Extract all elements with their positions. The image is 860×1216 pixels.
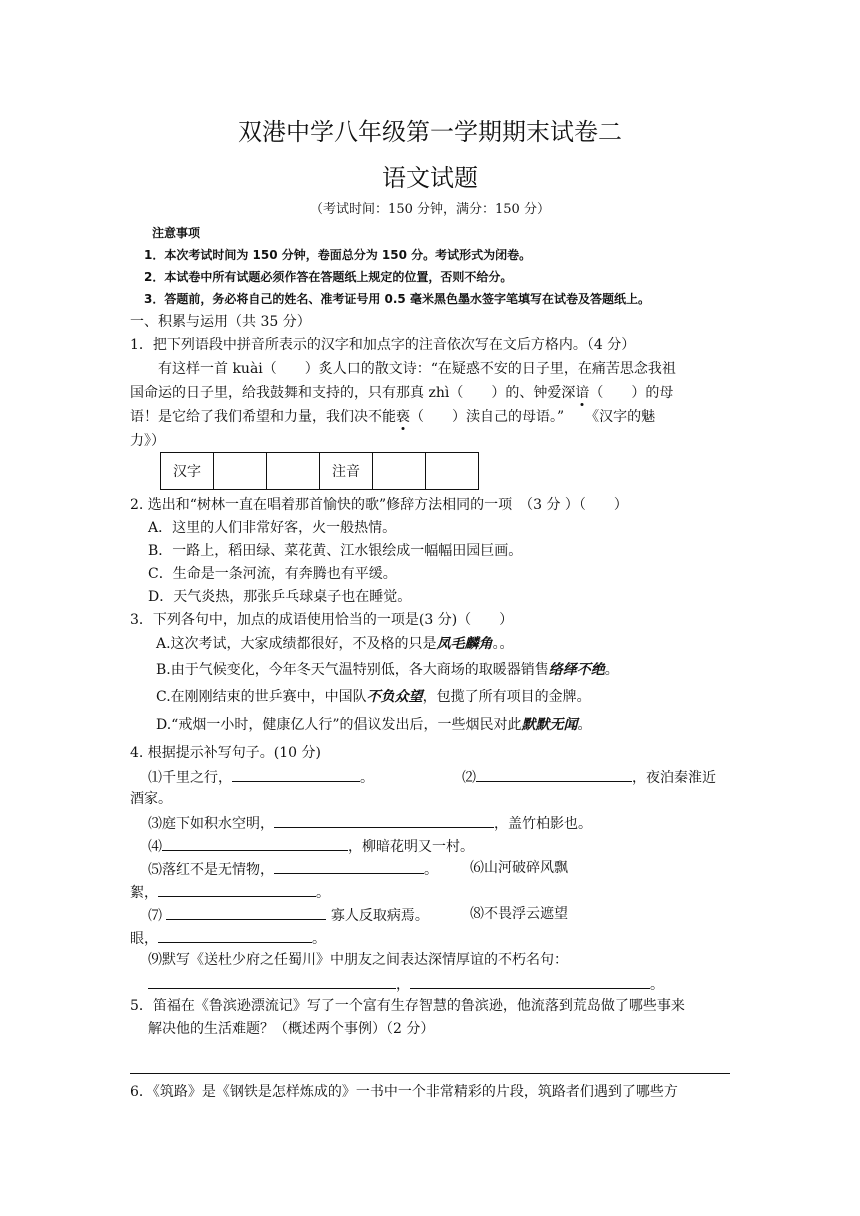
exam-title: 双港中学八年级第一学期期末试卷二 [238,118,622,146]
blank[interactable] [232,767,360,782]
dotted-char: 亵 [396,409,410,425]
q3-option-c: C.在刚刚结束的世乒赛中，中国队不负众望，包揽了所有项目的金牌。 [156,689,591,705]
q4-item-2: ⑵ ，夜泊秦淮近 [462,767,716,787]
blank[interactable] [158,882,316,897]
notes-heading: 注意事项 [152,226,201,240]
q5-stem-line-1: 5．笛福在《鲁滨逊漂流记》写了一个富有生存智慧的鲁滨逊，他流落到荒岛做了哪些事来 [130,998,685,1014]
answer-line[interactable] [130,1073,730,1074]
blank[interactable] [476,767,632,782]
q2-option-b: B．一路上，稻田绿、菜花黄、江水银绘成一幅幅田园巨画。 [148,543,523,559]
idiom: 凤毛麟角 [436,636,493,652]
note-item-2: 2．本试卷中所有试题必须作答在答题纸上规定的位置，否则不给分。 [144,270,513,284]
blank[interactable] [162,836,348,851]
blank[interactable] [410,974,650,989]
q2-option-d: D．天气炎热，那张乒乓球桌子也在睡觉。 [148,589,412,605]
q3-option-a: A.这次考试，大家成绩都很好，不及格的只是凤毛麟角。。 [156,636,514,652]
q2-option-a: A．这里的人们非常好客，火一般热情。 [148,520,397,536]
q4-item-9-cont: ， 。 [148,974,664,994]
dotted-char: 谙 [575,385,590,401]
q6-stem-line-1: 6．《筑路》是《钢铁是怎样炼成的》一书中一个非常精彩的片段，筑路者们遇到了哪些方 [130,1084,678,1100]
q4-item-9: ⑼默写《送杜少府之任蜀川》中朋友之间表达深情厚谊的不朽名句： [148,952,568,968]
grid-cell[interactable] [267,453,320,490]
idiom: 络绎不绝 [548,662,605,678]
q4-item-5: ⑸落红不是无情物， 。 [148,859,438,879]
grid-cell[interactable] [373,453,426,490]
grid-label-zhuyin: 注音 [320,453,373,490]
idiom: 默默无闻 [521,717,578,733]
q4-item-8-cont: 眼， 。 [130,928,326,948]
q4-item-8: ⑻不畏浮云遮望 [470,906,568,922]
q5-stem-line-2: 解决他的生活难题？（概述两个事例）（2 分） [148,1021,435,1037]
blank[interactable] [166,905,326,920]
section-title: 一、积累与运用（共 35 分） [130,314,311,330]
exam-info: （考试时间：150 分钟，满分：150 分） [310,202,550,217]
q1-passage-line-2: 国命运的日子里，给我鼓舞和支持的，只有那真 zhì（ ）的、钟爱深谙（ ）的母 [130,385,674,401]
q4-item-6-cont: 絮， 。 [130,882,330,902]
blank[interactable] [148,974,396,989]
q1-stem: 1．把下列语段中拼音所表示的汉字和加点字的注音依次写在文后方格内。（4 分） [130,337,636,353]
blank[interactable] [274,813,494,828]
blank[interactable] [158,928,312,943]
answer-grid [160,452,479,490]
q3-stem: 3．下列各句中，加点的成语使用恰当的一项是(3 分)（ ） [130,612,514,628]
q4-item-1: ⑴千里之行， 。 [148,767,374,787]
idiom: 不负众望 [366,689,423,705]
note-item-1: 1．本次考试时间为 150 分钟，卷面总分为 150 分。考试形式为闭卷。 [144,248,532,262]
q2-stem: 2. 选出和“树林一直在唱着那首愉快的歌”修辞方法相同的一项 （3 分 ）（ ） [130,497,628,513]
grid-label-hanzi: 汉字 [161,453,214,490]
q4-item-7: ⑺ 寡人反取病焉。 [148,905,429,925]
q4-item-2-cont: 酒家。 [130,791,172,807]
q4-item-3: ⑶庭下如积水空明， ，盖竹柏影也。 [148,813,592,833]
grid-cell[interactable] [214,453,267,490]
q1-passage-line-1: 有这样一首 kuài（ ）炙人口的散文诗：“在疑惑不安的日子里，在痛苦思念我祖 [158,361,676,377]
q4-item-4: ⑷ ，柳暗花明又一村。 [148,836,474,856]
grid-cell[interactable] [426,453,479,490]
q1-passage-line-4: 力》） [130,433,165,449]
q3-option-d: D.“戒烟一小时，健康亿人行”的倡议发出后，一些烟民对此默默无闻。 [156,717,592,733]
q4-item-6: ⑹山河破碎风飘 [470,860,568,876]
exam-subtitle: 语文试题 [382,164,478,192]
note-item-3: 3．答题前，务必将自己的姓名、准考证号用 0.5 毫米黑色墨水签字笔填写在试卷及答题纸上。 [144,292,650,306]
q1-passage-line-3: 语！是它给了我们希望和力量，我们决不能亵（ ）渎自己的母语。” 《汉字的魅 [130,409,656,425]
q4-stem: 4. 根据提示补写句子。(10 分) [130,745,321,761]
q2-option-c: C．生命是一条河流，有奔腾也有平缓。 [148,566,397,582]
blank[interactable] [274,859,424,874]
q3-option-b: B.由于气候变化，今年冬天气温特别低，各大商场的取暖器销售络绎不绝。 [156,662,619,678]
